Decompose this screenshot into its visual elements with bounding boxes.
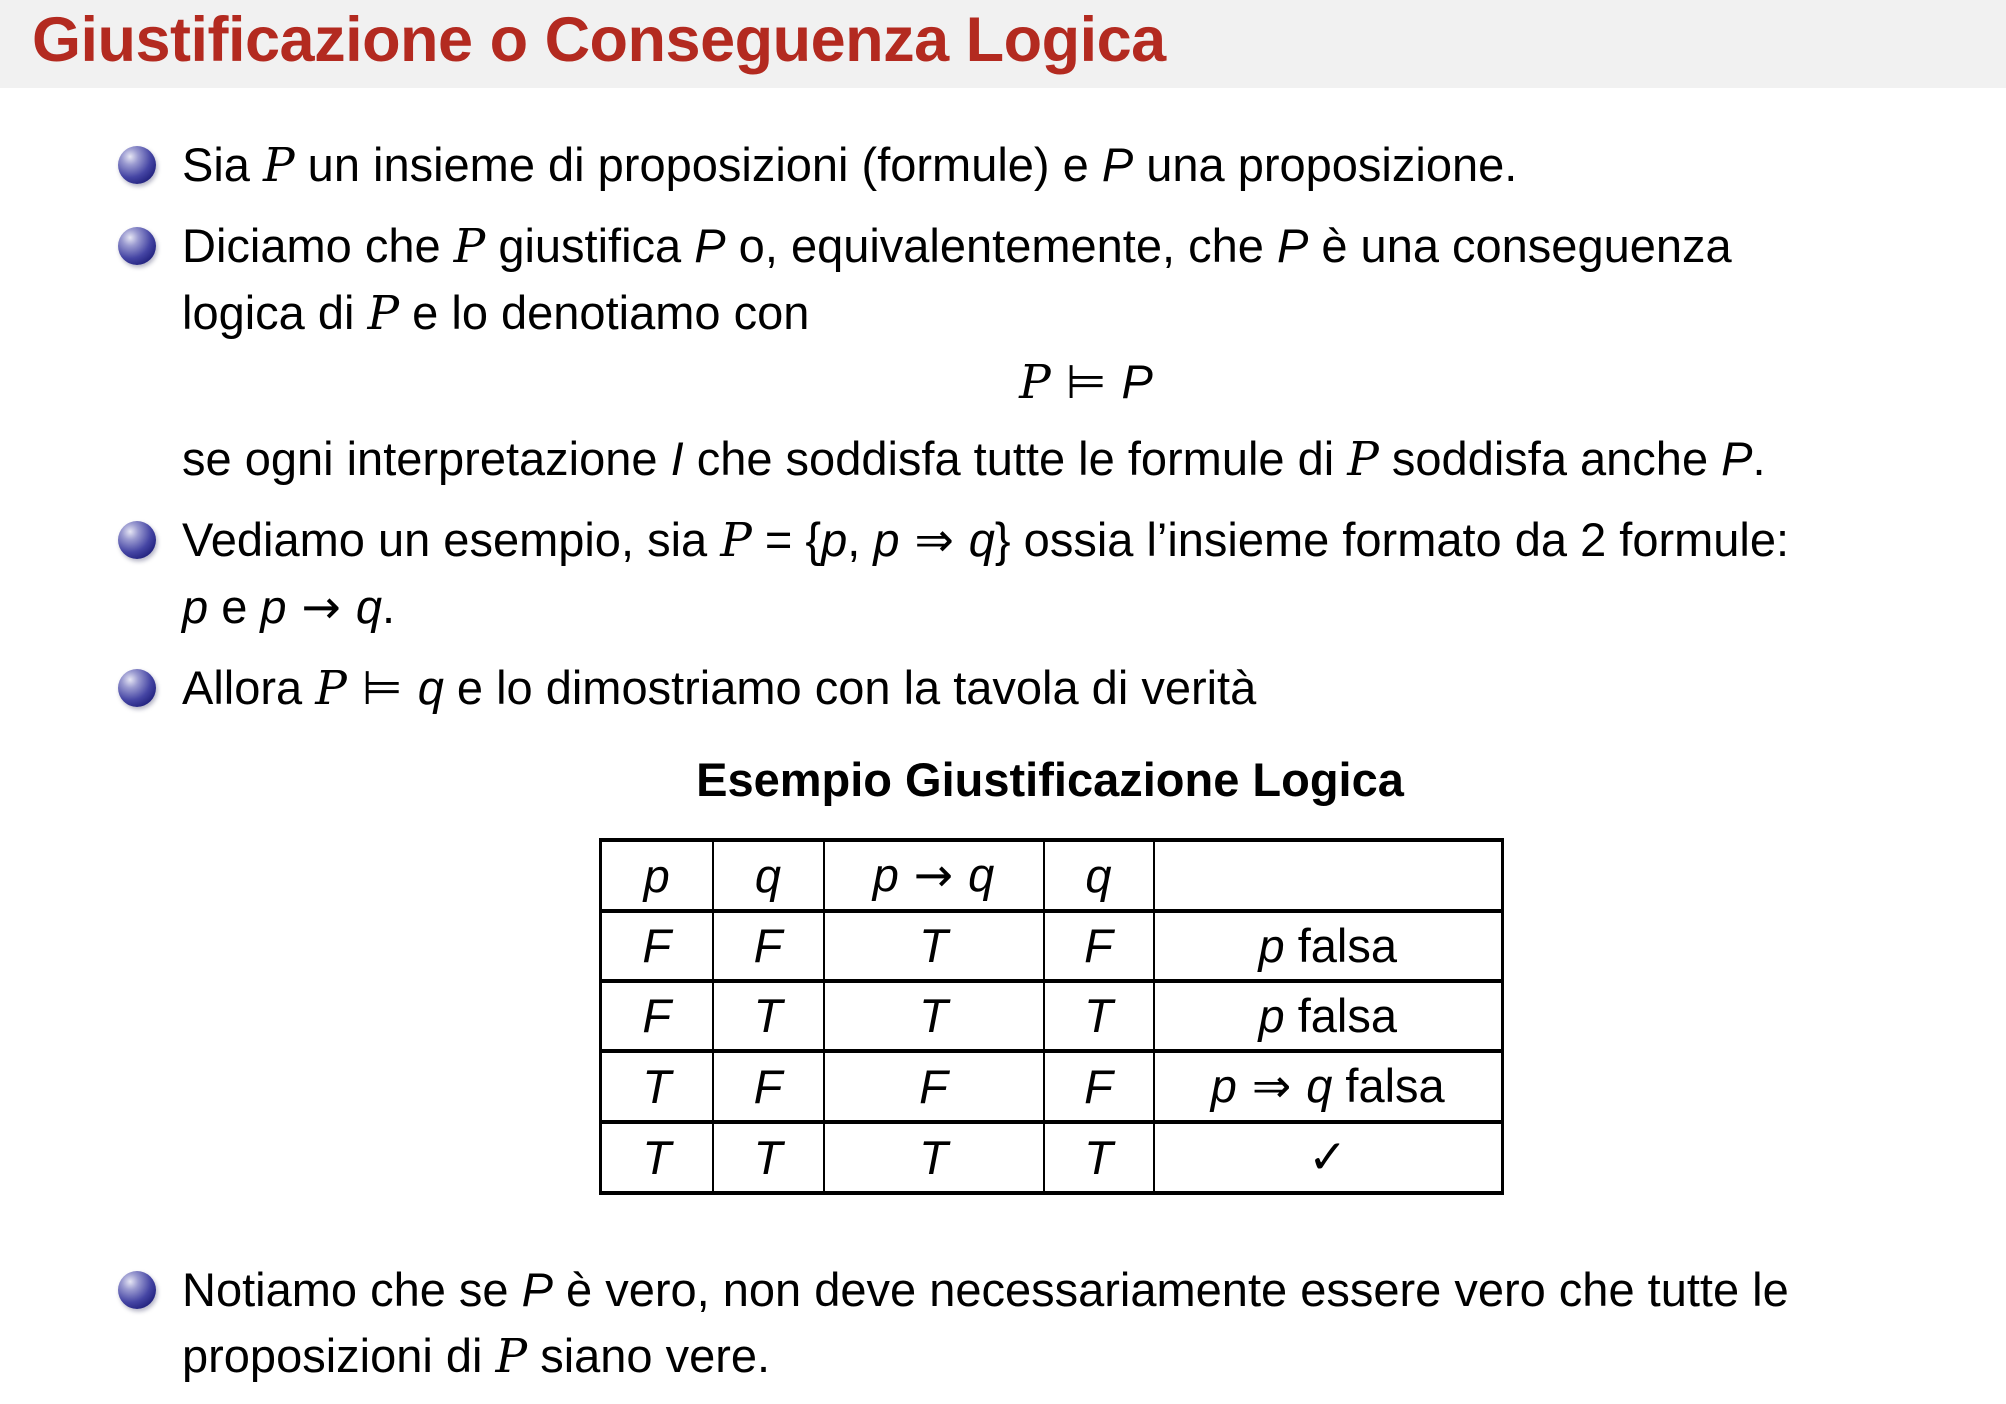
text-segment: q [355, 580, 382, 633]
bullet-text-line [182, 426, 1990, 493]
table-cell [1044, 1051, 1154, 1122]
text-segment: logica di [182, 286, 368, 339]
table-header-cell [1044, 840, 1154, 911]
table-cell [1044, 1122, 1154, 1193]
table-header-cell [1154, 840, 1503, 911]
text-segment: proposizioni di [182, 1329, 496, 1382]
ball-sphere-icon [118, 1271, 156, 1309]
text-segment: ⊨ [1050, 355, 1122, 410]
text-segment: P [720, 513, 752, 568]
text-segment: T [1084, 989, 1113, 1042]
bullet-item-1 [118, 132, 1990, 199]
ball-sphere-icon [118, 669, 156, 707]
text-segment: e [208, 580, 261, 633]
bullet-text-line [182, 280, 1990, 347]
table-row [601, 981, 1503, 1051]
text-segment: ⇒ [1236, 1059, 1307, 1114]
text-segment: falsa [1332, 1059, 1445, 1112]
table-cell [1154, 1051, 1503, 1122]
frame-title-bar [0, 0, 2006, 88]
text-segment: P [263, 138, 295, 193]
ball-sphere-icon [118, 521, 156, 559]
text-segment: P [1721, 432, 1753, 485]
table-cell [713, 1051, 824, 1122]
text-segment: ⇒ [899, 513, 969, 568]
text-segment: siano vere. [527, 1329, 771, 1382]
table-cell [713, 911, 824, 981]
truth-table-figure [599, 752, 1501, 1195]
table-header-cell [601, 840, 713, 911]
text-segment: P [315, 661, 347, 716]
text-segment: e lo dimostriamo con la tavola di verità [443, 661, 1257, 714]
text-segment: P [1019, 355, 1051, 410]
text-segment: e lo denotiamo con [399, 286, 810, 339]
text-segment: T [753, 989, 783, 1042]
text-segment: q [1306, 1059, 1333, 1112]
text-segment: F [642, 989, 672, 1042]
bullet-text-line [182, 213, 1990, 280]
bullet-text-line [182, 574, 1990, 641]
text-segment: P [453, 219, 486, 274]
text-segment: . [1752, 432, 1766, 485]
table-header-cell [824, 840, 1044, 911]
table-row [601, 1122, 1503, 1193]
table-cell [1044, 981, 1154, 1051]
text-segment: p [182, 580, 209, 633]
table-cell [1154, 981, 1503, 1051]
text-segment: falsa [1284, 919, 1397, 972]
text-segment: T [919, 919, 948, 972]
text-segment: F [642, 919, 672, 972]
text-segment: che soddisfa tutte le formule di [683, 432, 1348, 485]
truth-table [599, 838, 1504, 1195]
table-cell [601, 981, 713, 1051]
bullet-text-line [182, 507, 1990, 574]
table-cell [824, 1122, 1044, 1193]
text-segment: P [1101, 138, 1134, 191]
text-segment: P [495, 1329, 528, 1384]
text-segment: P [694, 219, 726, 272]
bullet-text-line [182, 1323, 1990, 1390]
text-segment: T [919, 1130, 948, 1184]
text-segment: una proposizione. [1133, 138, 1518, 191]
table-cell [1154, 911, 1503, 981]
ball-sphere-icon [118, 227, 156, 265]
text-segment: ⊨ [346, 661, 418, 716]
bullet-item-2 [118, 213, 1990, 493]
page-title: Giustificazione o Conseguenza Logica [32, 5, 1166, 75]
text-segment: p [260, 580, 287, 633]
text-segment: P [367, 286, 400, 341]
table-row [601, 1051, 1503, 1122]
ball-sphere-icon [118, 146, 156, 184]
text-segment: Sia [182, 138, 263, 191]
text-segment: Diciamo che [182, 219, 454, 272]
text-segment: T [642, 1059, 672, 1113]
text-segment: F [1084, 1059, 1113, 1113]
text-segment: , [847, 513, 874, 566]
bullet-item-5 [118, 1257, 1990, 1390]
text-segment: se ogni interpretazione [182, 432, 671, 485]
text-segment: o, equivalentemente, che [725, 219, 1277, 272]
table-header-cell [713, 840, 824, 911]
text-segment: P [1121, 355, 1153, 408]
table-header-row [601, 840, 1503, 911]
text-segment: q [1085, 848, 1112, 902]
text-segment: p [1258, 989, 1285, 1042]
bullet-item-4 [118, 655, 1990, 722]
text-segment: è vero, non deve necessariamente essere vero che tutte le [552, 1263, 1789, 1316]
text-segment: → [898, 848, 969, 903]
text-segment: q [417, 661, 444, 714]
table-cell [601, 911, 713, 981]
text-segment: T [1084, 1130, 1113, 1184]
table-cell [713, 981, 824, 1051]
bullet-text-line [182, 655, 1990, 722]
text-segment: P [1276, 219, 1309, 272]
text-segment: F [1084, 919, 1113, 972]
bullet-text-line [182, 1257, 1990, 1323]
text-segment: I [670, 432, 684, 485]
text-segment: = { [751, 513, 822, 566]
text-segment: T [919, 989, 948, 1042]
text-segment: T [753, 1130, 783, 1184]
text-segment: Allora [182, 661, 316, 714]
text-segment: p [1258, 919, 1285, 972]
text-segment: p [873, 513, 900, 566]
text-segment: P [521, 1263, 553, 1316]
table-heading: Esempio Giustificazione Logica [696, 753, 1404, 806]
bullet-text-line [182, 132, 1990, 199]
text-segment: p [821, 513, 848, 566]
text-segment: P [1347, 432, 1379, 487]
text-segment: F [919, 1059, 948, 1113]
text-segment: q [754, 848, 782, 902]
text-segment: } ossia l’insieme formato da 2 formule: [994, 513, 1790, 566]
table-cell [824, 981, 1044, 1051]
text-segment: è una conseguenza [1308, 219, 1732, 272]
text-segment: F [753, 1059, 783, 1113]
bullet-item-3 [118, 507, 1990, 641]
display-formula [182, 349, 1990, 416]
table-cell [824, 911, 1044, 981]
table-cell [713, 1122, 824, 1193]
text-segment: Notiamo che se [182, 1263, 522, 1316]
text-segment: . [381, 580, 396, 633]
text-segment: p [1210, 1059, 1237, 1112]
table-cell [1154, 1122, 1503, 1193]
text-segment: → [286, 580, 356, 635]
table-cell [601, 1051, 713, 1122]
slide-content [0, 88, 2006, 1404]
text-segment: q [968, 513, 995, 566]
table-row [601, 911, 1503, 981]
text-segment: p [643, 848, 670, 902]
text-segment: Vediamo un esempio, sia [182, 513, 721, 566]
text-segment: q [968, 848, 995, 901]
text-segment: falsa [1284, 989, 1397, 1042]
table-cell [601, 1122, 713, 1193]
text-segment: F [753, 919, 783, 972]
table-cell [1044, 911, 1154, 981]
text-segment: T [642, 1130, 672, 1184]
text-segment: un insieme di proposizioni (formule) e [294, 138, 1102, 191]
text-segment: p [872, 848, 899, 901]
text-segment: giustifica [485, 219, 695, 272]
text-segment: ✓ [1308, 1130, 1348, 1185]
text-segment: soddisfa anche [1378, 432, 1722, 485]
table-cell [824, 1051, 1044, 1122]
